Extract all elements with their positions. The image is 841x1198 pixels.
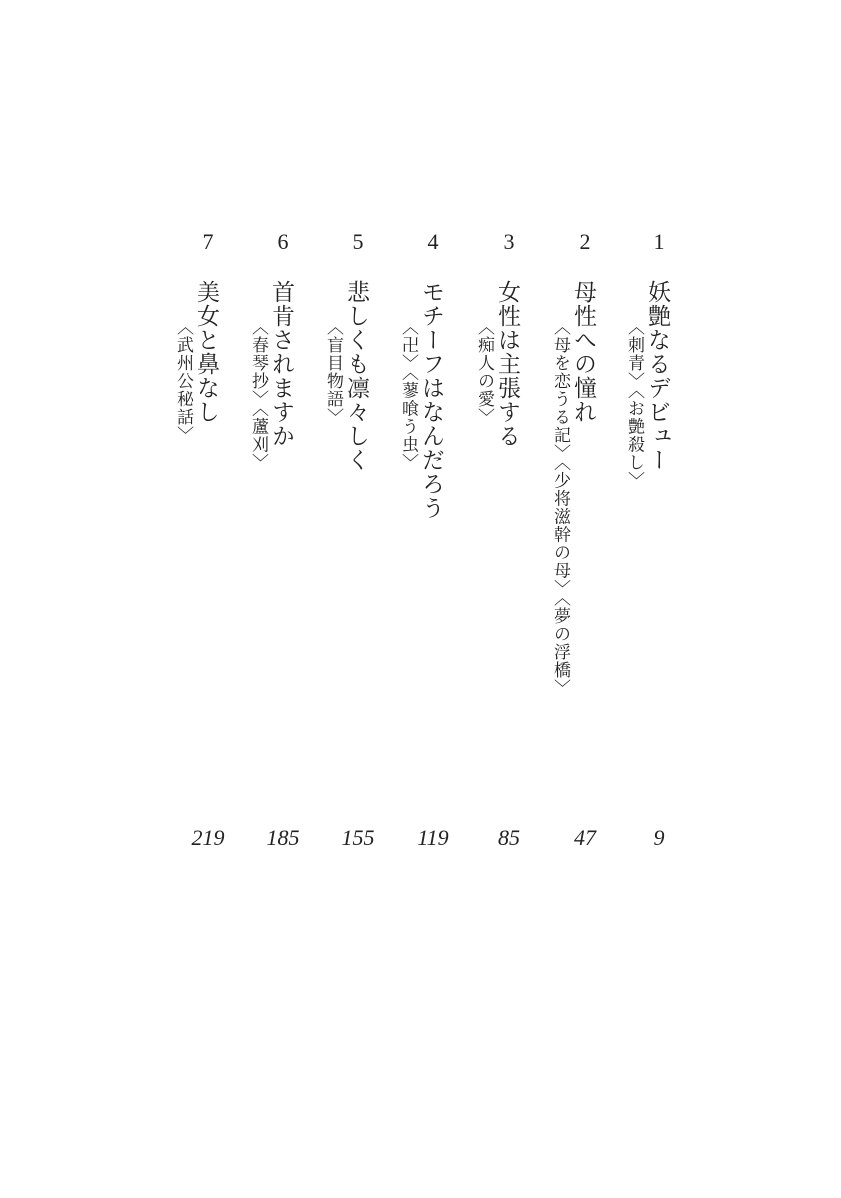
chapter-works: 〈卍〉〈蓼喰う虫〉 [398, 318, 418, 472]
chapter-title: モチーフはなんだろう [418, 280, 444, 520]
chapter-number: 6 [277, 229, 289, 254]
toc-entry-2[interactable] [547, 0, 623, 1198]
page-number: 119 [417, 825, 449, 850]
chapter-works: 〈盲目物語〉 [323, 318, 343, 426]
chapter-works: 〈刺青〉〈お艶殺し〉 [624, 318, 644, 490]
chapter-number: 3 [503, 229, 515, 254]
chapter-number: 1 [653, 229, 665, 254]
chapter-works: 〈痴人の愛〉 [474, 318, 494, 426]
toc-entry-6[interactable] [245, 0, 321, 1198]
chapter-title: 美女と鼻なし [193, 280, 219, 424]
page-number: 185 [266, 825, 300, 850]
chapter-number: 7 [202, 229, 214, 254]
page-number: 9 [653, 825, 665, 850]
page-number: 219 [191, 825, 225, 850]
chapter-works: 〈武州公秘話〉 [173, 318, 193, 444]
chapter-number: 4 [427, 229, 439, 254]
page-number: 85 [498, 825, 520, 850]
chapter-works: 〈母を恋うる記〉〈少将滋幹の母〉〈夢の浮橋〉 [550, 318, 570, 697]
chapter-title: 悲しくも凛々しく [343, 280, 369, 472]
chapter-works: 〈春琴抄〉〈蘆刈〉 [248, 318, 268, 472]
toc-entry-7[interactable] [170, 0, 246, 1198]
page-number: 155 [341, 825, 375, 850]
toc-entry-4[interactable] [395, 0, 471, 1198]
toc-entry-1[interactable] [621, 0, 697, 1198]
chapter-title: 首肯されますか [268, 280, 294, 448]
toc-entry-3[interactable] [471, 0, 547, 1198]
chapter-title: 母性への憧れ [570, 280, 596, 424]
toc-entry-5[interactable] [320, 0, 396, 1198]
chapter-number: 2 [579, 229, 591, 254]
page-number: 47 [574, 825, 596, 850]
chapter-title: 妖艶なるデビュー [644, 280, 670, 472]
chapter-title: 女性は主張する [494, 280, 520, 448]
chapter-number: 5 [352, 229, 364, 254]
